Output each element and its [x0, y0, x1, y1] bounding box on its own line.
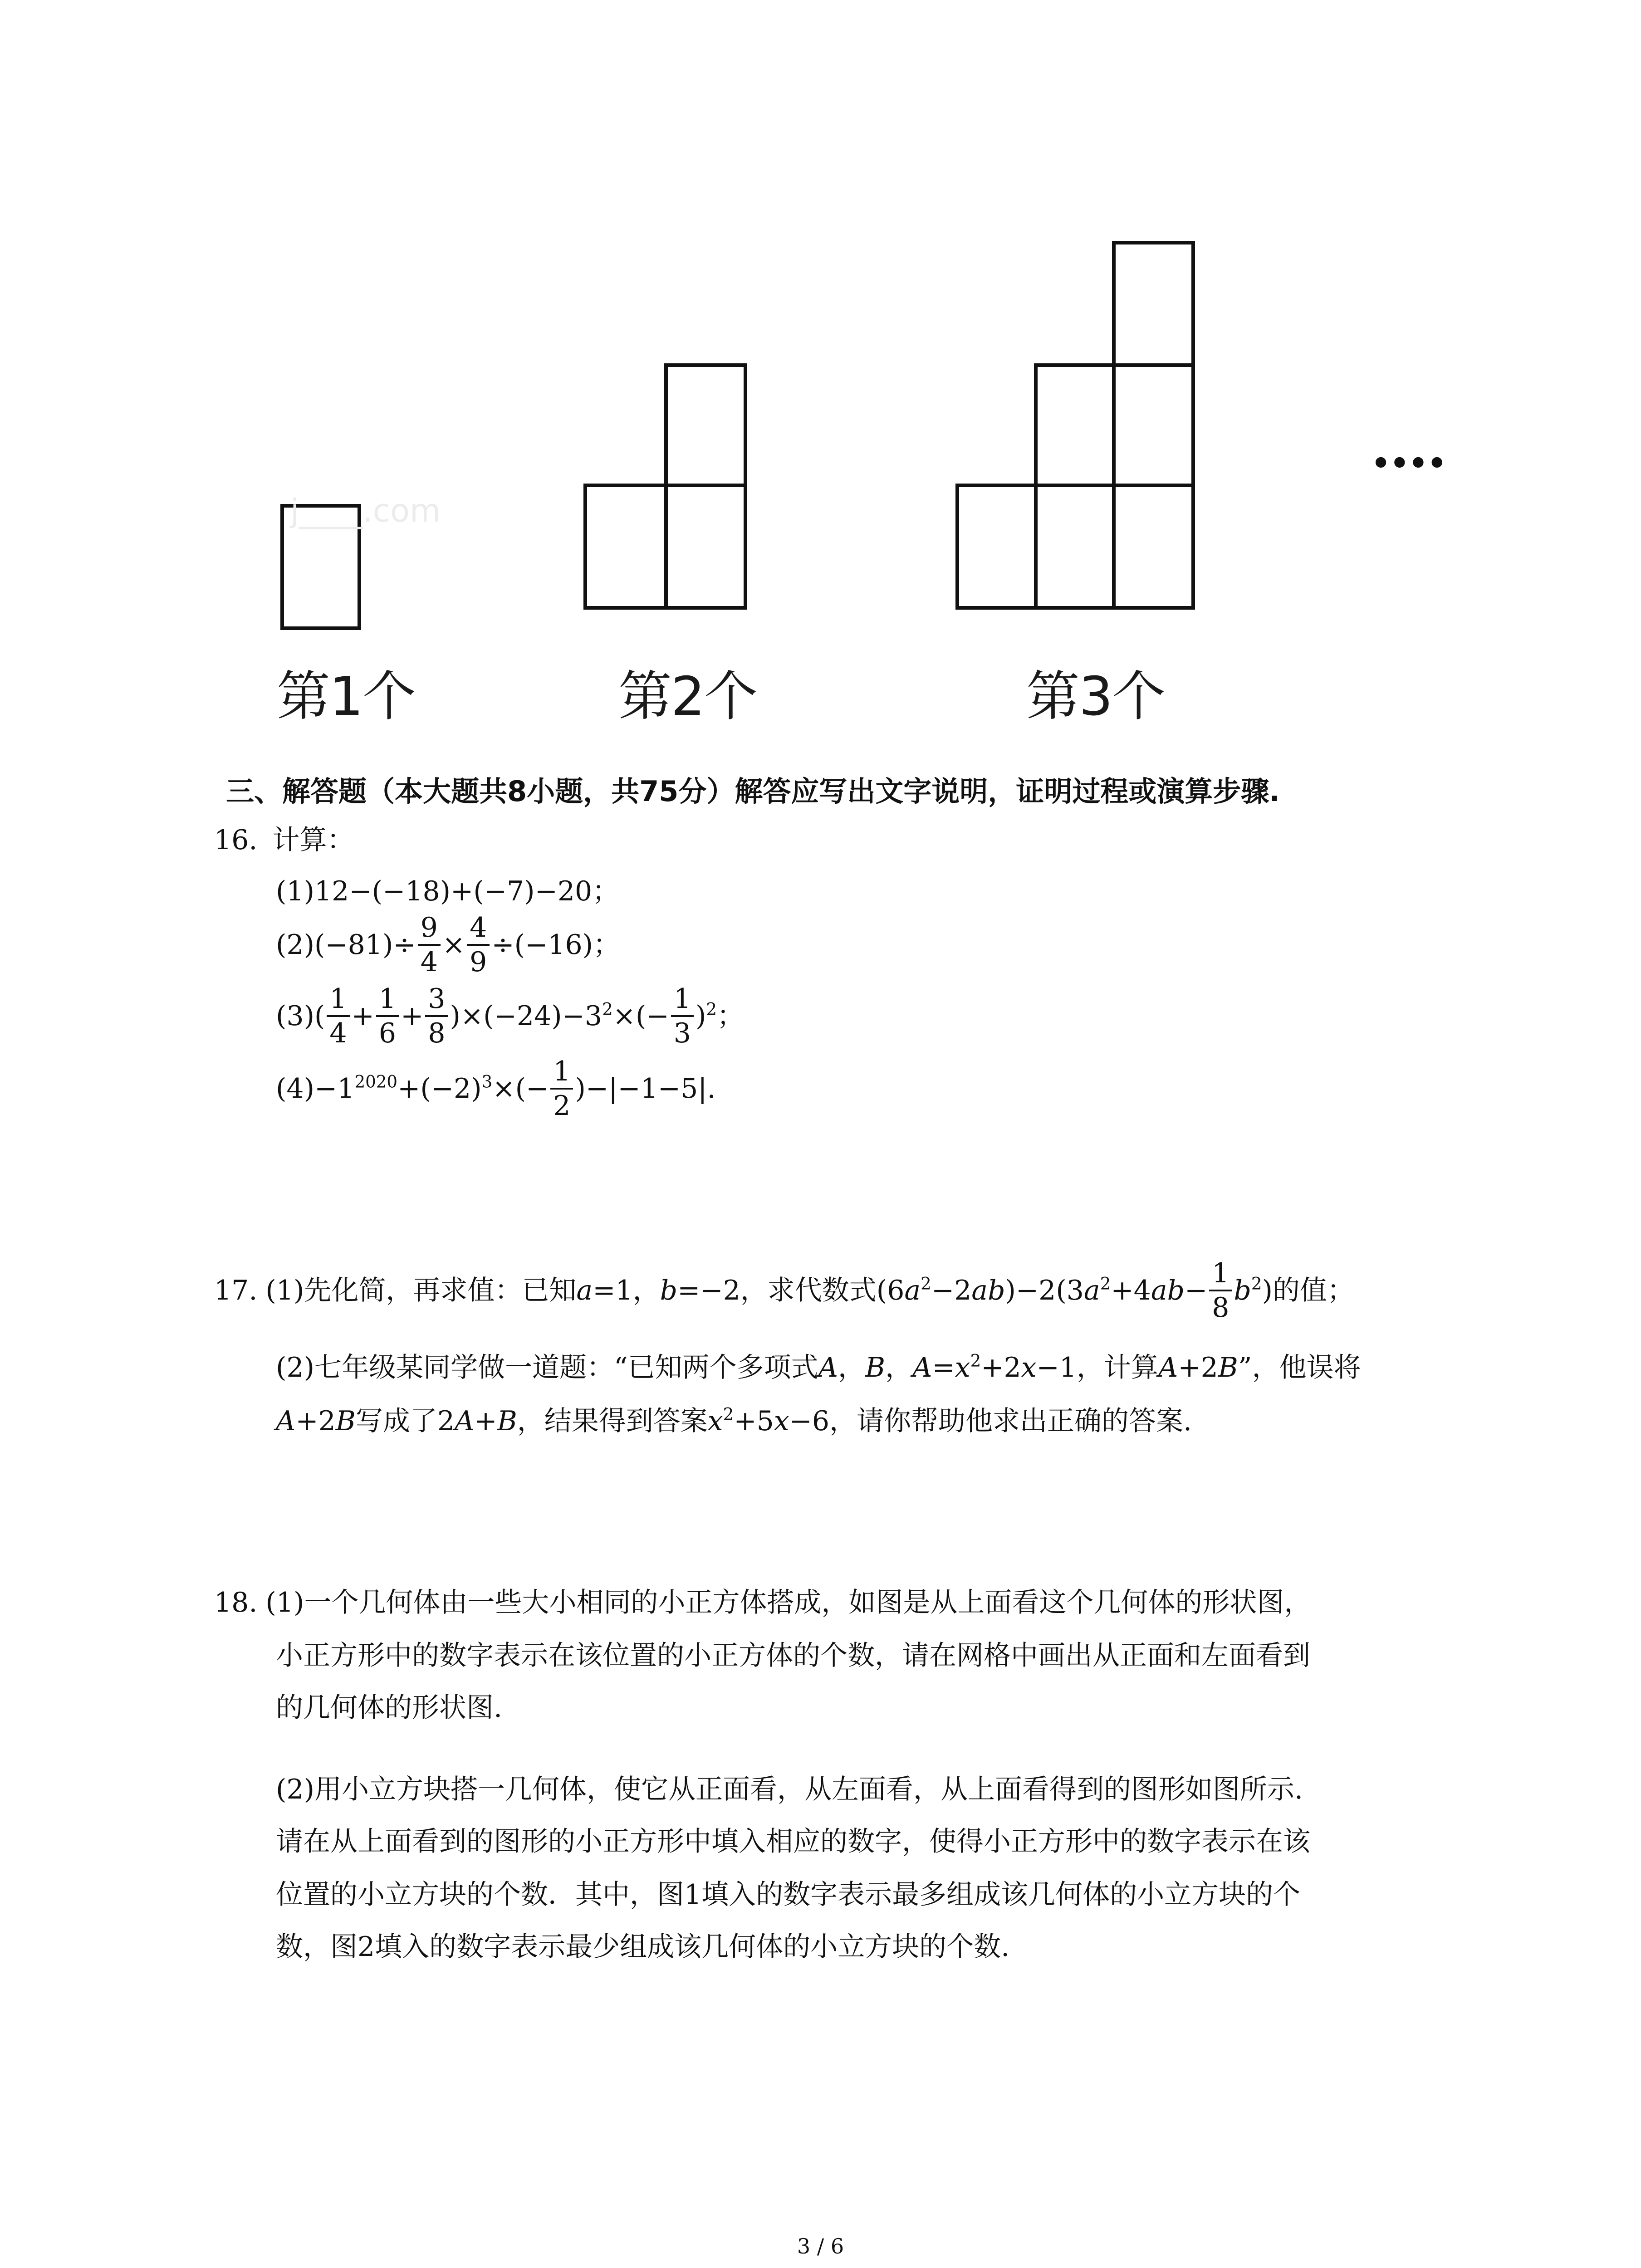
q17-number: 17.: [214, 1275, 258, 1306]
q17-l1-tail: $b^2$)的值；: [1234, 1273, 1354, 1306]
q16-p3-plus-1: +: [351, 1000, 374, 1032]
fraction-1-4: $\frac{1}{4}$: [327, 985, 349, 1047]
figure3-square-m2: [1036, 365, 1114, 485]
ellipsis-dots: ••••: [1370, 442, 1445, 484]
figure3-square-b3: [1114, 485, 1193, 608]
q16-part4: [276, 1056, 716, 1122]
q17-line1: [214, 1257, 1354, 1324]
fraction-1-8: $\frac{1}{8}$: [1209, 1260, 1232, 1321]
fraction-1-6: $\frac{1}{6}$: [376, 985, 399, 1047]
q16-intro: 计算：: [272, 824, 354, 856]
caption-figure-3: 第3个: [1026, 665, 1165, 728]
q16-number: 16.: [214, 824, 258, 856]
figure2-square-right: [666, 485, 745, 608]
watermark: j____.com: [290, 492, 441, 529]
q16-p2-text-a: (2)(−81)÷: [276, 929, 416, 961]
q18-number: 18.: [214, 1587, 258, 1618]
q16-p3-text-a: (3)(: [276, 1000, 325, 1032]
q18-p2-line4: 数，图2填入的数字表示最少组成该几何体的小立方块的个数.: [276, 1931, 1010, 1963]
fraction-1-2: $\frac{1}{2}$: [550, 1058, 573, 1119]
fraction-4-9: $\frac{4}{9}$: [467, 914, 490, 976]
staircase-figure: [0, 0, 1641, 748]
q18-p2-line2: 请在从上面看到的图形的小正方形中填入相应的数字，使得小正方形中的数字表示在该: [276, 1826, 1310, 1857]
q17-l1-text: (1)先化简，再求值：已知a=1，b=−2，求代数式$(6a^2-2ab)-2(3a^2+4ab-$: [265, 1273, 1208, 1306]
q18-p1-line1: 18. (1)一个几何体由一些大小相同的小正方体搭成，如图是从上面看这个几何体的形状图，: [214, 1587, 1312, 1618]
q16-p2-text-c: ÷(−16)；: [491, 929, 621, 961]
q16-p3-text-d: )$^2$；: [695, 999, 745, 1032]
q18-p2-line3: 位置的小立方块的个数．其中，图1填入的数字表示最多组成该几何体的小立方块的个: [276, 1879, 1301, 1911]
q16-p4-text-d: )−|−1−5|.: [575, 1073, 716, 1105]
figure2-square-top: [666, 365, 745, 485]
q16-p4-text-a: $(4)-1^{2020}+(-2)^3\times(-$: [276, 1071, 549, 1105]
q17-line2: (2)七年级某同学做一道题：“已知两个多项式A，B，$A=x^2+2x-1$，计算A+2B”，他误将: [276, 1350, 1361, 1383]
figure3-square-m3: [1114, 365, 1193, 485]
figure3-square-t3: [1114, 243, 1193, 365]
q16-p3-text-b: )$\times(-24)-3^2\times(-$: [450, 999, 669, 1032]
caption-figure-2: 第2个: [618, 665, 757, 728]
q18-p1-line3: 的几何体的形状图.: [276, 1692, 503, 1724]
q18-p1-line2: 小正方形中的数字表示在该位置的小正方体的个数，请在网格中画出从正面和左面看到: [276, 1640, 1310, 1672]
figure2-square-left: [585, 485, 666, 608]
fraction-1-3: $\frac{1}{3}$: [671, 985, 694, 1047]
fraction-3-8: $\frac{3}{8}$: [425, 985, 448, 1047]
figure3-square-b1: [957, 485, 1036, 608]
figure3-square-b2: [1036, 485, 1114, 608]
q16-part2: [276, 912, 621, 978]
q16-header: [214, 826, 354, 854]
q17-line3: A+2B写成了2A+B，结果得到答案$x^2+5x-6$，请你帮助他求出正确的答案.: [276, 1404, 1192, 1437]
q16-p2-times: ×: [442, 929, 465, 961]
q16-part1: (1)12−(−18)+(−7)−20；: [276, 875, 620, 907]
fraction-9-4: $\frac{9}{4}$: [418, 914, 441, 976]
section-title: 三、解答题（本大题共8小题，共75分）解答应写出文字说明，证明过程或演算步骤.: [226, 775, 1280, 808]
q16-p3-plus-2: +: [401, 1000, 424, 1032]
caption-figure-1: 第1个: [277, 665, 416, 728]
q18-p2-line1: (2)用小立方块搭一几何体，使它从正面看，从左面看，从上面看得到的图形如图所示.: [276, 1774, 1303, 1805]
q16-part3: [276, 983, 745, 1049]
page-number: 3 / 6: [797, 2234, 844, 2258]
